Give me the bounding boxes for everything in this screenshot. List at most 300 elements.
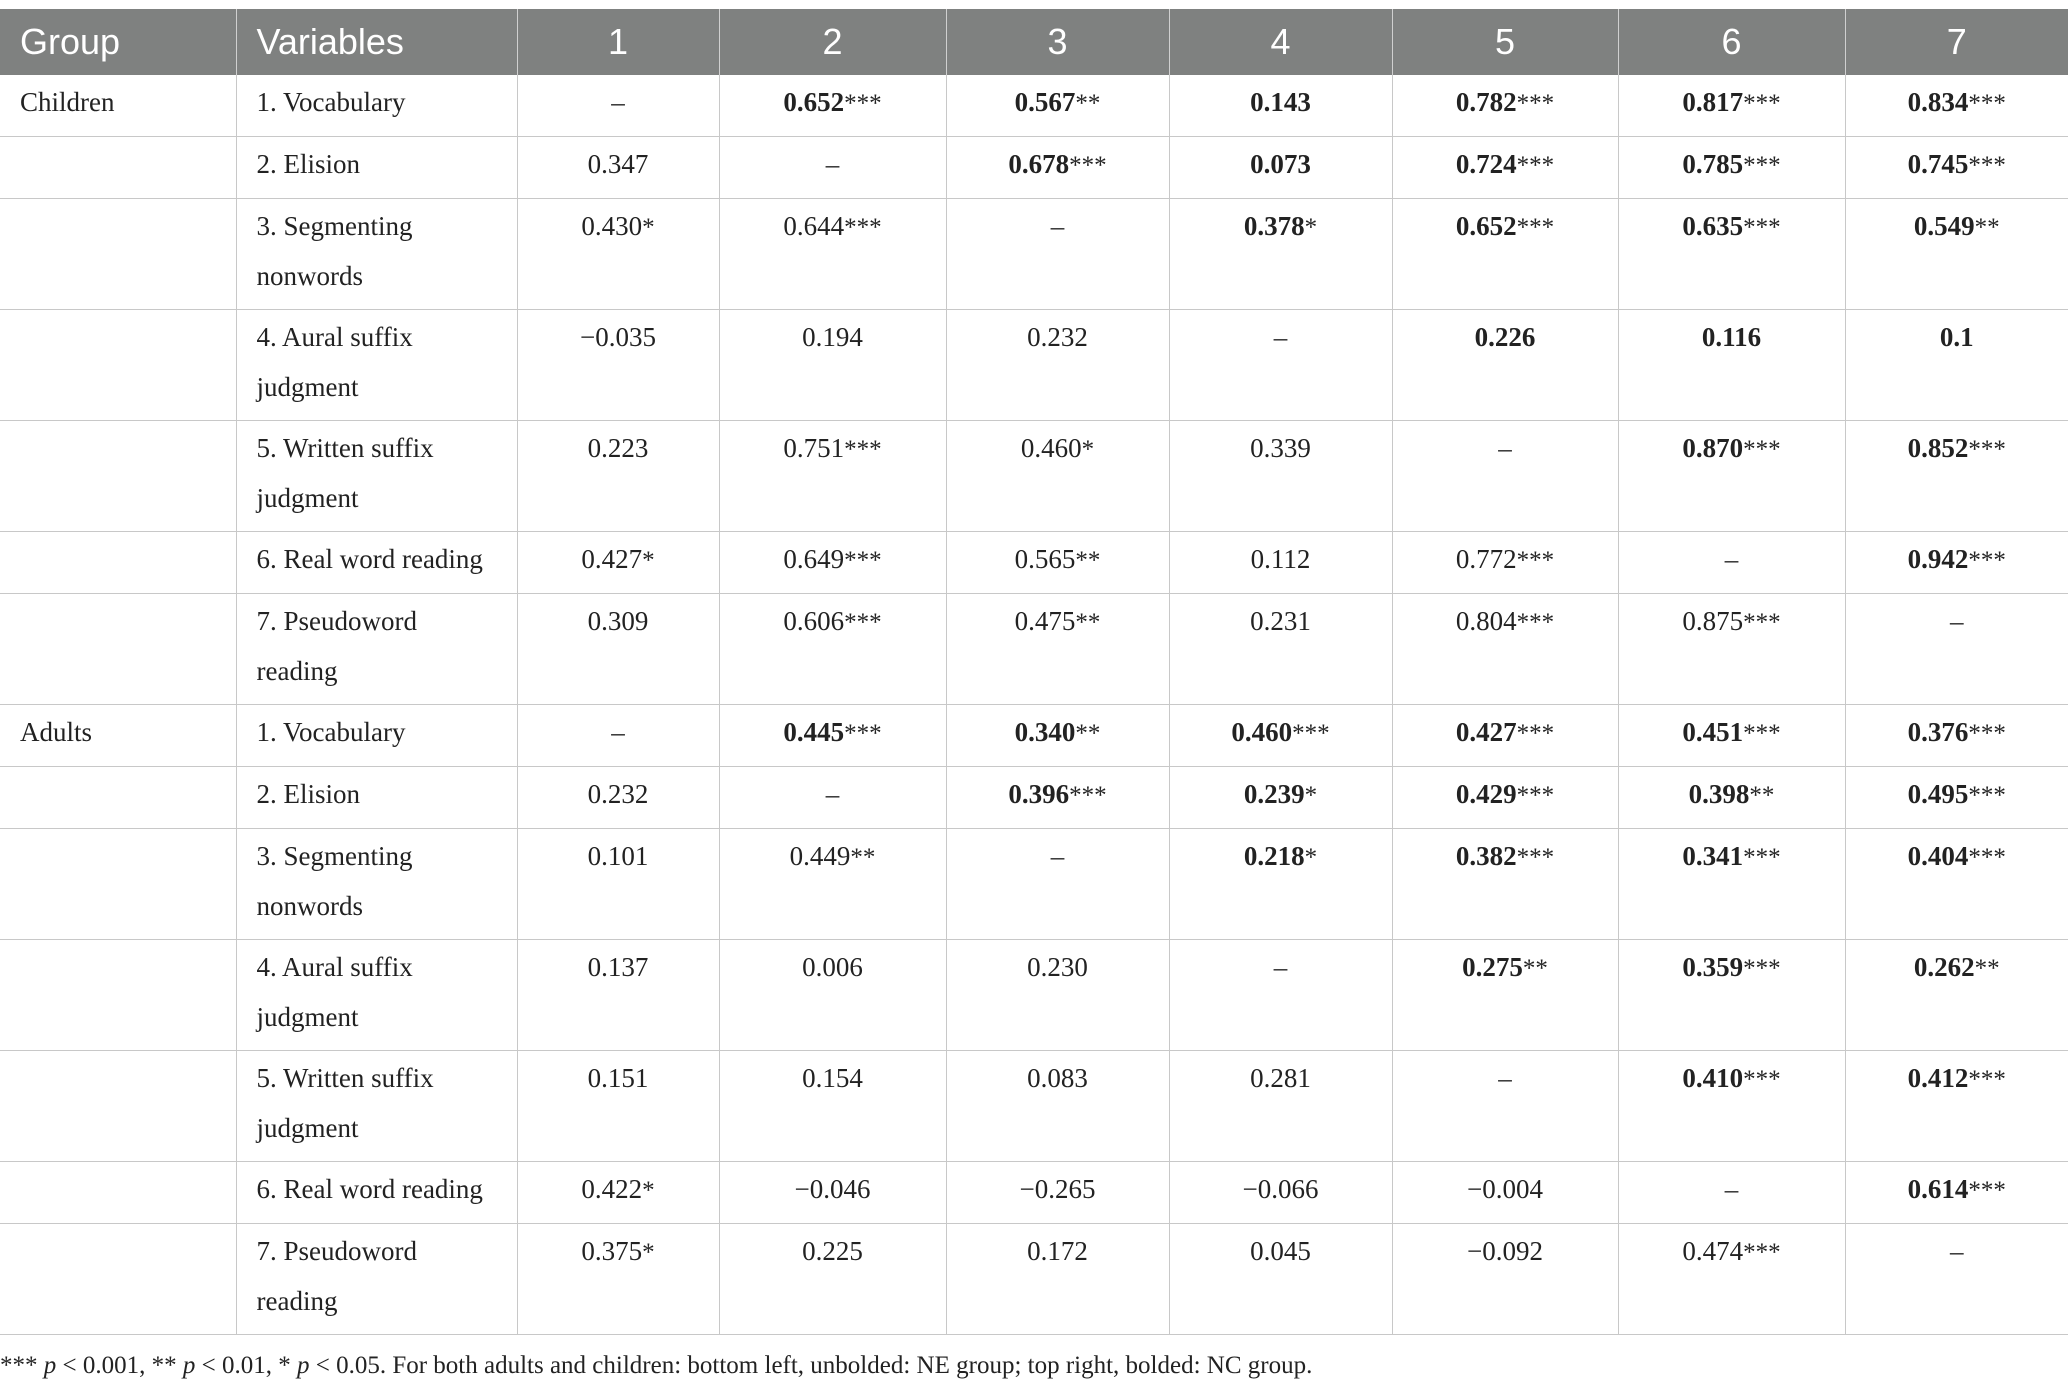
correlation-cell: [1169, 137, 1392, 199]
correlation-value: 0.475: [1014, 606, 1076, 636]
correlation-cell: [946, 75, 1169, 137]
significance-stars: ***: [1743, 436, 1781, 463]
correlation-value: 0.652: [1455, 211, 1517, 241]
correlation-cell: [1169, 75, 1392, 137]
correlation-value: 0.644: [783, 211, 845, 241]
variable-cell: [236, 310, 517, 421]
significance-stars: ***: [1743, 90, 1781, 117]
correlation-cell: [1392, 767, 1618, 829]
significance-stars: ***: [844, 436, 882, 463]
table-footnote: [0, 1352, 1312, 1380]
significance-stars: ***: [1968, 152, 2006, 179]
correlation-value: 0.652: [783, 87, 845, 117]
significance-stars: ***: [1069, 782, 1107, 809]
correlation-cell: [946, 199, 1169, 310]
correlation-cell: [1845, 75, 2068, 137]
variable-cell: [236, 137, 517, 199]
variable-label: 5. Written suffix judgment: [256, 433, 434, 513]
significance-stars: ***: [1743, 609, 1781, 636]
correlation-cell: [719, 594, 946, 705]
significance-stars: ***: [1968, 547, 2006, 574]
group-cell: [0, 1162, 236, 1224]
correlation-value: 0.817: [1682, 87, 1744, 117]
correlation-value: 0.226: [1474, 322, 1536, 352]
correlation-cell: [719, 767, 946, 829]
significance-stars: ***: [1516, 152, 1555, 179]
correlation-value: 0.347: [587, 149, 649, 179]
header-col-2: 2: [719, 9, 946, 75]
significance-stars: ***: [844, 214, 882, 241]
significance-stars: **: [850, 844, 876, 871]
correlation-value: 0.430: [581, 211, 643, 241]
correlation-cell: [719, 532, 946, 594]
correlation-cell: [1845, 199, 2068, 310]
correlation-value: 0.804: [1455, 606, 1517, 636]
significance-stars: ***: [1516, 609, 1555, 636]
significance-stars: ***: [1743, 844, 1781, 871]
correlation-value: 0.382: [1455, 841, 1517, 871]
correlation-value: −0.066: [1242, 1174, 1319, 1204]
correlation-value: 0.451: [1682, 717, 1744, 747]
table-row: [0, 137, 2068, 199]
correlation-value: 0.942: [1907, 544, 1969, 574]
significance-stars: ***: [1743, 1239, 1781, 1266]
correlation-value: 0.375: [581, 1236, 643, 1266]
correlation-table: [0, 9, 2068, 1335]
correlation-value: –: [825, 779, 840, 809]
correlation-cell: [1169, 829, 1392, 940]
correlation-cell: [946, 767, 1169, 829]
header-group: Group: [0, 9, 236, 75]
correlation-cell: [719, 199, 946, 310]
correlation-cell: [719, 829, 946, 940]
correlation-cell: [1845, 421, 2068, 532]
correlation-value: 0.223: [587, 433, 649, 463]
significance-stars: ***: [1743, 214, 1781, 241]
significance-stars: ***: [1743, 1066, 1781, 1093]
correlation-cell: [719, 940, 946, 1051]
correlation-value: 0.101: [587, 841, 649, 871]
significance-stars: *: [1304, 214, 1318, 241]
correlation-value: –: [1498, 433, 1512, 463]
correlation-value: 0.834: [1907, 87, 1969, 117]
correlation-value: 0.460: [1020, 433, 1082, 463]
correlation-cell: [1169, 940, 1392, 1051]
correlation-value: –: [1950, 606, 1964, 636]
correlation-cell: [946, 1224, 1169, 1335]
correlation-cell: [1618, 137, 1845, 199]
correlation-value: 0.549: [1913, 211, 1975, 241]
group-cell: [0, 829, 236, 940]
correlation-cell: [946, 940, 1169, 1051]
table-row: [0, 1051, 2068, 1162]
significance-stars: ***: [1516, 782, 1555, 809]
footnote-text: ***: [0, 1352, 44, 1379]
correlation-value: 0.151: [587, 1063, 649, 1093]
correlation-cell: [1845, 829, 2068, 940]
correlation-cell: [719, 1224, 946, 1335]
significance-stars: **: [1075, 720, 1101, 747]
variable-cell: [236, 767, 517, 829]
header-variables: Variables: [236, 9, 517, 75]
correlation-value: 0.231: [1250, 606, 1311, 636]
variable-label: 1. Vocabulary: [256, 87, 406, 117]
correlation-value: 0.445: [783, 717, 845, 747]
significance-stars: ***: [844, 609, 882, 636]
significance-stars: ***: [1069, 152, 1107, 179]
significance-stars: **: [1075, 609, 1101, 636]
correlation-cell: [1392, 137, 1618, 199]
correlation-value: 0.1: [1939, 322, 1974, 352]
significance-stars: ***: [844, 90, 882, 117]
variable-label: 6. Real word reading: [256, 544, 483, 574]
correlation-cell: [1845, 137, 2068, 199]
correlation-cell: [1392, 594, 1618, 705]
correlation-value: 0.460: [1231, 717, 1293, 747]
group-cell: [0, 594, 236, 705]
correlation-value: 0.239: [1243, 779, 1305, 809]
significance-stars: ***: [1968, 782, 2006, 809]
correlation-cell: [1618, 594, 1845, 705]
header-col-6: 6: [1618, 9, 1845, 75]
variable-label: 6. Real word reading: [256, 1174, 483, 1204]
variable-cell: [236, 1162, 517, 1224]
correlation-cell: [517, 75, 719, 137]
variable-cell: [236, 829, 517, 940]
correlation-value: 0.614: [1907, 1174, 1969, 1204]
correlation-cell: [517, 1162, 719, 1224]
significance-stars: ***: [1968, 90, 2006, 117]
correlation-cell: [1392, 75, 1618, 137]
footnote-p-symbol: p: [296, 1352, 310, 1379]
header-col-4: 4: [1169, 9, 1392, 75]
correlation-cell: [1169, 1162, 1392, 1224]
variable-label: 2. Elision: [256, 149, 361, 179]
correlation-value: 0.116: [1701, 322, 1762, 352]
significance-stars: *: [642, 1239, 655, 1266]
correlation-cell: [517, 1224, 719, 1335]
significance-stars: *: [642, 547, 655, 574]
group-cell: [0, 767, 236, 829]
variable-cell: [236, 421, 517, 532]
variable-label: 4. Aural suffix judgment: [256, 952, 413, 1032]
correlation-cell: [1618, 199, 1845, 310]
correlation-cell: [1169, 310, 1392, 421]
correlation-value: 0.232: [1027, 322, 1088, 352]
header-col-3: 3: [946, 9, 1169, 75]
correlation-value: 0.404: [1907, 841, 1969, 871]
footnote-p-symbol: p: [182, 1352, 196, 1379]
significance-stars: ***: [1516, 90, 1555, 117]
correlation-value: 0.412: [1907, 1063, 1969, 1093]
significance-stars: ***: [1516, 547, 1555, 574]
group-cell: Adults: [0, 705, 236, 767]
correlation-cell: [946, 137, 1169, 199]
correlation-value: 0.339: [1250, 433, 1311, 463]
table-row: [0, 705, 2068, 767]
correlation-cell: [946, 705, 1169, 767]
variable-cell: [236, 75, 517, 137]
significance-stars: ***: [1968, 436, 2006, 463]
correlation-value: 0.870: [1682, 433, 1744, 463]
significance-stars: **: [1974, 214, 2000, 241]
correlation-value: 0.154: [802, 1063, 863, 1093]
correlation-value: 0.785: [1682, 149, 1744, 179]
correlation-value: 0.281: [1250, 1063, 1311, 1093]
correlation-value: –: [1950, 1236, 1964, 1266]
correlation-value: 0.875: [1682, 606, 1744, 636]
correlation-cell: [1618, 310, 1845, 421]
significance-stars: *: [1304, 782, 1318, 809]
group-cell: [0, 199, 236, 310]
correlation-cell: [1845, 1051, 2068, 1162]
correlation-cell: [517, 594, 719, 705]
correlation-cell: [1392, 532, 1618, 594]
correlation-cell: [1845, 594, 2068, 705]
table-header: [0, 9, 2068, 75]
variable-cell: [236, 199, 517, 310]
table-row: [0, 310, 2068, 421]
variable-label: 7. Pseudoword reading: [256, 606, 417, 686]
correlation-cell: [1169, 199, 1392, 310]
correlation-cell: [1845, 310, 2068, 421]
correlation-value: 0.378: [1243, 211, 1305, 241]
correlation-cell: [946, 310, 1169, 421]
significance-stars: **: [1075, 547, 1101, 574]
group-cell: [0, 532, 236, 594]
correlation-value: 0.230: [1027, 952, 1088, 982]
footnote-text: < 0.01, *: [195, 1352, 297, 1379]
correlation-value: 0.309: [587, 606, 649, 636]
correlation-value: 0.751: [783, 433, 845, 463]
group-cell: [0, 310, 236, 421]
correlation-cell: [517, 705, 719, 767]
group-cell: Children: [0, 75, 236, 137]
correlation-cell: [1392, 705, 1618, 767]
significance-stars: ***: [1968, 720, 2006, 747]
correlation-cell: [946, 532, 1169, 594]
correlation-value: 0.427: [581, 544, 643, 574]
variable-label: 1. Vocabulary: [256, 717, 406, 747]
correlation-value: 0.852: [1907, 433, 1969, 463]
correlation-cell: [1169, 1224, 1392, 1335]
correlation-value: 0.083: [1027, 1063, 1088, 1093]
correlation-cell: [1618, 940, 1845, 1051]
correlation-value: 0.359: [1682, 952, 1744, 982]
correlation-cell: [1169, 421, 1392, 532]
correlation-value: −0.046: [794, 1174, 871, 1204]
correlation-cell: [1618, 1162, 1845, 1224]
table-row: [0, 829, 2068, 940]
correlation-value: –: [1498, 1063, 1512, 1093]
correlation-value: −0.004: [1467, 1174, 1543, 1204]
correlation-value: −0.035: [580, 322, 656, 352]
table-row: [0, 75, 2068, 137]
table-row: [0, 1224, 2068, 1335]
correlation-value: 0.606: [783, 606, 845, 636]
correlation-cell: [1392, 1051, 1618, 1162]
correlation-value: 0.143: [1250, 87, 1311, 117]
correlation-cell: [946, 594, 1169, 705]
variable-cell: [236, 705, 517, 767]
footnote-text: < 0.001, **: [56, 1352, 183, 1379]
variable-label: 3. Segmenting nonwords: [256, 841, 413, 921]
correlation-value: 0.398: [1688, 779, 1750, 809]
correlation-cell: [1845, 1162, 2068, 1224]
table-row: [0, 594, 2068, 705]
footnote-p-symbol: p: [43, 1352, 57, 1379]
correlation-value: 0.772: [1455, 544, 1517, 574]
group-cell: [0, 940, 236, 1051]
header-col-1: 1: [517, 9, 719, 75]
correlation-value: 0.376: [1907, 717, 1969, 747]
significance-stars: **: [1075, 90, 1101, 117]
significance-stars: ***: [1968, 1177, 2006, 1204]
significance-stars: ***: [844, 720, 882, 747]
correlation-cell: [719, 310, 946, 421]
table-row: [0, 199, 2068, 310]
correlation-value: –: [1050, 841, 1065, 871]
variable-cell: [236, 1051, 517, 1162]
correlation-cell: [1392, 1162, 1618, 1224]
correlation-cell: [1618, 767, 1845, 829]
correlation-value: 0.422: [581, 1174, 643, 1204]
correlation-cell: [719, 137, 946, 199]
correlation-cell: [1392, 421, 1618, 532]
header-col-7: 7: [1845, 9, 2068, 75]
correlation-cell: [1169, 532, 1392, 594]
table-body: [0, 75, 2068, 1335]
significance-stars: ***: [1516, 214, 1555, 241]
footnote-text: < 0.05. For both adults and children: bottom left, unbolded: NE group; top right, bolded: NC group.: [309, 1352, 1313, 1379]
correlation-cell: [517, 199, 719, 310]
correlation-cell: [1618, 75, 1845, 137]
table-row: [0, 940, 2068, 1051]
correlation-value: 0.678: [1008, 149, 1070, 179]
significance-stars: *: [1081, 436, 1095, 463]
correlation-value: 0.137: [587, 952, 649, 982]
table-row: [0, 421, 2068, 532]
variable-label: 2. Elision: [256, 779, 361, 809]
group-cell: [0, 137, 236, 199]
correlation-value: 0.745: [1907, 149, 1969, 179]
correlation-cell: [946, 1162, 1169, 1224]
significance-stars: ***: [1968, 1066, 2006, 1093]
variable-cell: [236, 532, 517, 594]
group-cell: [0, 421, 236, 532]
significance-stars: *: [642, 214, 655, 241]
correlation-cell: [517, 767, 719, 829]
correlation-cell: [719, 1051, 946, 1162]
correlation-cell: [1845, 1224, 2068, 1335]
correlation-value: 0.474: [1682, 1236, 1744, 1266]
correlation-value: 0.262: [1913, 952, 1975, 982]
group-cell: [0, 1051, 236, 1162]
correlation-value: 0.427: [1455, 717, 1517, 747]
significance-stars: **: [1974, 955, 2000, 982]
significance-stars: ***: [1743, 720, 1781, 747]
correlation-cell: [1618, 1224, 1845, 1335]
table-row: [0, 532, 2068, 594]
correlation-cell: [517, 1051, 719, 1162]
correlation-value: −0.092: [1467, 1236, 1543, 1266]
significance-stars: ***: [1743, 955, 1781, 982]
correlation-value: 0.275: [1462, 952, 1523, 982]
group-cell: [0, 1224, 236, 1335]
significance-stars: **: [1749, 782, 1775, 809]
correlation-cell: [1618, 829, 1845, 940]
correlation-cell: [1392, 829, 1618, 940]
correlation-cell: [1392, 199, 1618, 310]
correlation-cell: [517, 421, 719, 532]
correlation-value: –: [1050, 211, 1065, 241]
correlation-value: 0.649: [783, 544, 845, 574]
correlation-cell: [1845, 705, 2068, 767]
correlation-value: –: [1724, 544, 1739, 574]
correlation-cell: [517, 137, 719, 199]
variable-cell: [236, 594, 517, 705]
correlation-cell: [1845, 940, 2068, 1051]
correlation-value: 0.567: [1014, 87, 1076, 117]
significance-stars: ***: [1516, 844, 1555, 871]
correlation-value: –: [1273, 322, 1288, 352]
correlation-value: 0.225: [802, 1236, 863, 1266]
table-row: [0, 767, 2068, 829]
correlation-cell: [1845, 532, 2068, 594]
correlation-value: –: [825, 149, 840, 179]
correlation-cell: [1618, 532, 1845, 594]
correlation-value: 0.410: [1682, 1063, 1744, 1093]
correlation-cell: [719, 705, 946, 767]
significance-stars: *: [642, 1177, 655, 1204]
correlation-value: 0.635: [1682, 211, 1744, 241]
correlation-value: 0.396: [1008, 779, 1070, 809]
table-row: [0, 1162, 2068, 1224]
significance-stars: **: [1522, 955, 1548, 982]
correlation-value: –: [1273, 952, 1288, 982]
correlation-value: 0.495: [1907, 779, 1969, 809]
correlation-value: –: [1724, 1174, 1739, 1204]
variable-label: 4. Aural suffix judgment: [256, 322, 413, 402]
correlation-cell: [719, 75, 946, 137]
variable-label: 7. Pseudoword reading: [256, 1236, 417, 1316]
correlation-cell: [1618, 1051, 1845, 1162]
significance-stars: ***: [844, 547, 882, 574]
significance-stars: ***: [1743, 152, 1781, 179]
significance-stars: ***: [1292, 720, 1330, 747]
correlation-cell: [946, 829, 1169, 940]
correlation-value: 0.449: [789, 841, 851, 871]
variable-cell: [236, 1224, 517, 1335]
correlation-value: 0.006: [802, 952, 863, 982]
correlation-cell: [1392, 1224, 1618, 1335]
correlation-value: 0.045: [1250, 1236, 1311, 1266]
correlation-cell: [719, 421, 946, 532]
correlation-cell: [1169, 594, 1392, 705]
correlation-cell: [1618, 705, 1845, 767]
correlation-value: 0.194: [802, 322, 863, 352]
correlation-value: 0.340: [1014, 717, 1076, 747]
correlation-value: 0.782: [1455, 87, 1517, 117]
correlation-value: 0.232: [587, 779, 649, 809]
correlation-cell: [1845, 767, 2068, 829]
correlation-value: –: [611, 717, 625, 747]
correlation-value: 0.172: [1027, 1236, 1088, 1266]
correlation-value: 0.112: [1250, 544, 1311, 574]
correlation-value: 0.565: [1014, 544, 1076, 574]
correlation-cell: [1618, 421, 1845, 532]
correlation-cell: [517, 310, 719, 421]
